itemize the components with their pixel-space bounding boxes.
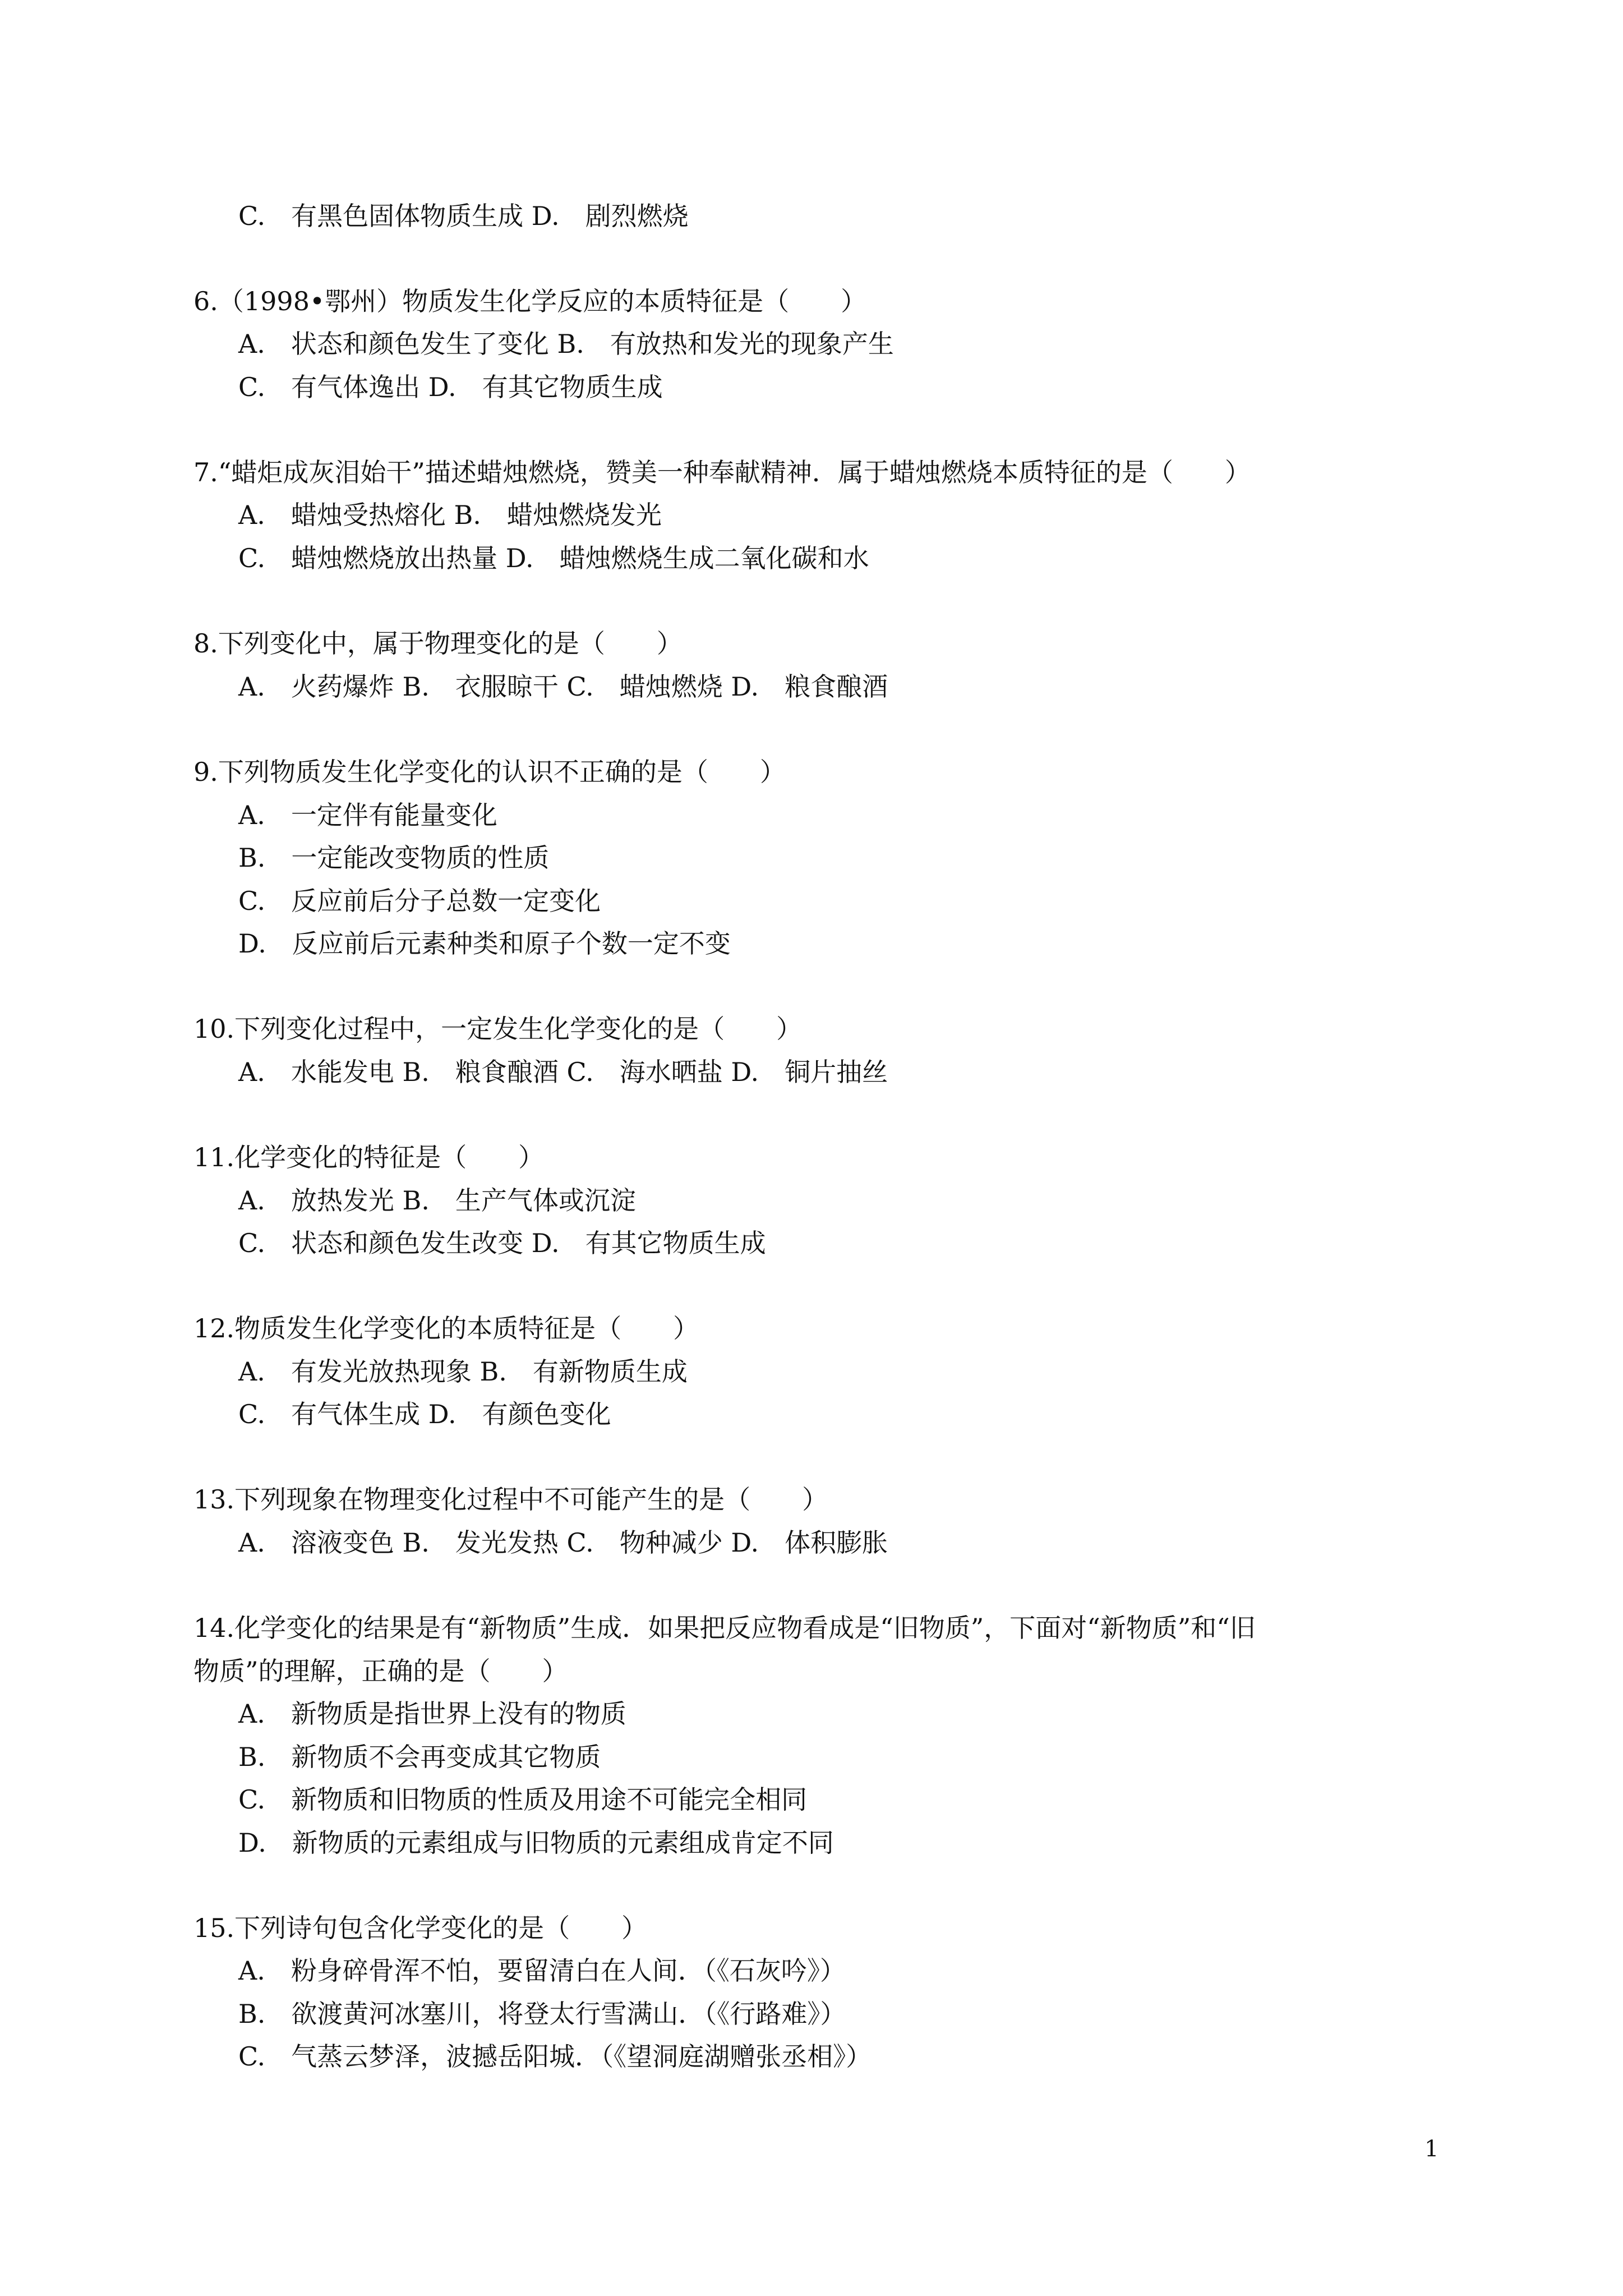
- q11-stem: 11.化学变化的特征是（ ）: [193, 1142, 545, 1172]
- q7-option-ab: A. 蜡烛受热熔化 B. 蜡烛燃烧发光: [238, 500, 662, 530]
- q12-option-ab: A. 有发光放热现象 B. 有新物质生成: [238, 1356, 688, 1387]
- q14-option-b: B. 新物质不会再变成其它物质: [238, 1742, 601, 1772]
- q9-option-b: B. 一定能改变物质的性质: [238, 843, 550, 873]
- q14-stem-line2: 物质”的理解，正确的是（ ）: [193, 1656, 568, 1686]
- q15-option-a: A. 粉身碎骨浑不怕，要留清白在人间．（《石灰吟》）: [238, 1955, 846, 1986]
- q15-option-c: C. 气蒸云梦泽，波撼岳阳城．（《望洞庭湖赠张丞相》）: [238, 2041, 872, 2072]
- q11-option-ab: A. 放热发光 B. 生产气体或沉淀: [238, 1185, 636, 1216]
- q15-stem: 15.下列诗句包含化学变化的是（ ）: [193, 1913, 648, 1943]
- q13-options: A. 溶液变色 B. 发光发热 C. 物种减少 D. 体积膨胀: [238, 1527, 888, 1558]
- q14-option-c: C. 新物质和旧物质的性质及用途不可能完全相同: [238, 1784, 808, 1815]
- q10-stem: 10.下列变化过程中，一定发生化学变化的是（ ）: [193, 1014, 803, 1044]
- q9-option-c: C. 反应前后分子总数一定变化: [238, 886, 601, 916]
- q7-option-cd: C. 蜡烛燃烧放出热量 D. 蜡烛燃烧生成二氧化碳和水: [238, 543, 869, 573]
- q7-stem: 7.“蜡炬成灰泪始干”描述蜡烛燃烧，赞美一种奉献精神．属于蜡烛燃烧本质特征的是（ ）: [193, 457, 1251, 487]
- q14-stem-line1: 14.化学变化的结果是有“新物质”生成．如果把反应物看成是“旧物质”，下面对“新物质”和“旧: [193, 1613, 1256, 1643]
- q8-stem: 8.下列变化中，属于物理变化的是（ ）: [193, 628, 683, 659]
- q5-option-cd: C. 有黑色固体物质生成 D. 剧烈燃烧: [238, 201, 689, 231]
- q11-option-cd: C. 状态和颜色发生改变 D. 有其它物质生成: [238, 1228, 766, 1258]
- q15-option-b: B. 欲渡黄河冰塞川，将登太行雪满山．（《行路难》）: [238, 1999, 846, 2029]
- q8-options: A. 火药爆炸 B. 衣服晾干 C. 蜡烛燃烧 D. 粮食酿酒: [238, 671, 888, 702]
- q12-option-cd: C. 有气体生成 D. 有颜色变化: [238, 1399, 611, 1429]
- q12-stem: 12.物质发生化学变化的本质特征是（ ）: [193, 1313, 699, 1343]
- q13-stem: 13.下列现象在物理变化过程中不可能产生的是（ ）: [193, 1484, 828, 1515]
- q14-option-d: D. 新物质的元素组成与旧物质的元素组成肯定不同: [238, 1828, 834, 1858]
- q10-options: A. 水能发电 B. 粮食酿酒 C. 海水晒盐 D. 铜片抽丝: [238, 1057, 888, 1087]
- q9-stem: 9.下列物质发生化学变化的认识不正确的是（ ）: [193, 757, 786, 787]
- q6-option-cd: C. 有气体逸出 D. 有其它物质生成: [238, 372, 663, 402]
- q9-option-a: A. 一定伴有能量变化: [238, 800, 497, 830]
- q6-option-ab: A. 状态和颜色发生了变化 B. 有放热和发光的现象产生: [238, 329, 894, 359]
- q6-stem: 6.（1998•鄂州）物质发生化学反应的本质特征是（ ）: [193, 286, 867, 316]
- page-number: 1: [1424, 2136, 1439, 2162]
- q14-option-a: A. 新物质是指世界上没有的物质: [238, 1699, 626, 1729]
- q9-option-d: D. 反应前后元素种类和原子个数一定不变: [238, 928, 731, 959]
